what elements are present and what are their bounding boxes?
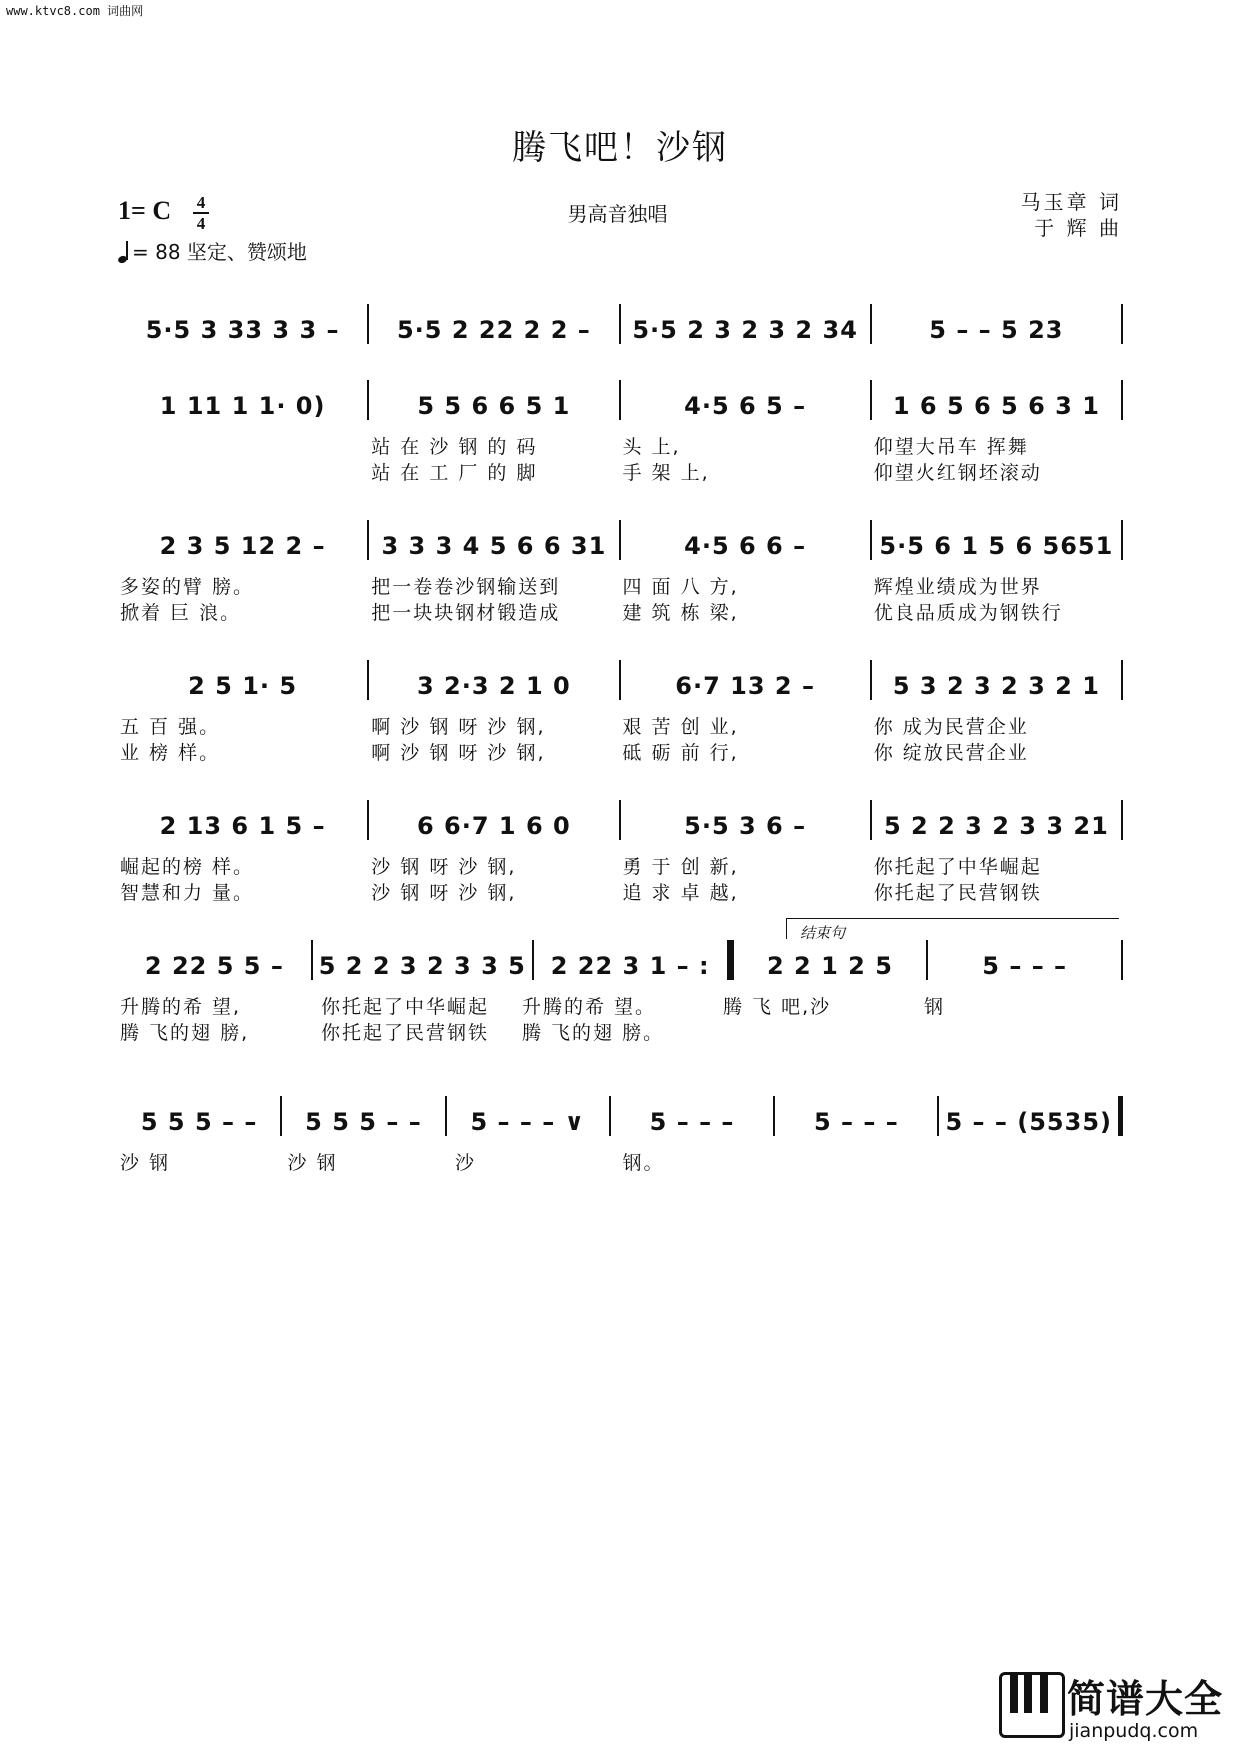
measure-notes: 1 11 1 1· 0) [159,392,326,420]
measure [609,1096,773,1136]
measure [870,660,1123,700]
measure-notes: 1 6 5 6 5 6 3 1 [892,392,1100,420]
measure-notes: 5 5 6 6 5 1 [417,392,571,420]
lyric-segment: 钢。 [622,1152,665,1174]
notation-line [118,516,1123,560]
lyric-segment: 你 成为民营企业 [873,716,1029,738]
coda-label: 结束句 [800,924,846,942]
measure [619,380,870,420]
lyric-segment: 砥 砺 前 行, [622,742,739,764]
measure-notes: 2 13 6 1 5 – [159,812,326,840]
lyric-line-1 [118,432,1123,459]
measure-notes: 5 2 2 3 2 3 3 21 [883,812,1109,840]
lyric-segment: 手 架 上, [622,462,710,484]
measure-notes: 2 5 1· 5 [188,672,298,700]
measure [619,800,870,840]
lyric-segment [118,432,369,459]
measure [311,940,532,980]
lyric-segment: 建 筑 栋 梁, [622,602,739,624]
key-signature: 1= C [118,196,172,225]
lyric-line-2 [118,458,1123,485]
voice-type: 男高音独唱 [567,202,668,226]
notation-line [118,656,1123,700]
measure-notes: 5·5 2 3 2 3 2 34 [632,316,858,344]
measure [118,1096,280,1136]
composer-credit: 于 辉 曲 [1034,216,1122,240]
lyric-segment: 业 榜 样。 [120,742,221,764]
measure [532,940,732,980]
lyric-segment: 智慧和力 量。 [120,882,255,904]
measure [367,660,618,700]
lyric-line-1 [118,852,1123,879]
measure-notes: 2 22 3 1 – : [550,952,710,980]
tempo-text: = 88 坚定、赞颂地 [132,240,307,264]
measure [367,304,618,344]
lyric-line-1 [118,712,1123,739]
lyric-segment: 你托起了中华崛起 [321,996,490,1018]
measure-notes: 5 – – – [649,1108,735,1136]
lyric-line-2 [118,598,1123,625]
lyric-segment: 你托起了民营钢铁 [321,1022,490,1044]
measure [870,380,1123,420]
logo-url: jianpudq.com [1069,1720,1199,1742]
measure-notes: 3 3 3 4 5 6 6 31 [381,532,607,560]
lyric-segment: 四 面 八 方, [622,576,739,598]
lyric-segment: 腾 飞的翅 膀, [120,1022,250,1044]
notation-line [118,936,1123,980]
measure-notes: 5 5 5 – – [140,1108,258,1136]
lyric-segment: 把一卷卷沙钢输送到 [371,576,561,598]
measure [870,520,1123,560]
lyric-segment: 啊 沙 钢 呀 沙 钢, [371,716,546,738]
lyric-segment: 沙 钢 呀 沙 钢, [371,856,517,878]
measure-notes: 5 – – 5 23 [929,316,1064,344]
measure [118,304,367,344]
measure [118,660,367,700]
notation-line [118,376,1123,420]
measure-notes: 5 – – (5535) [945,1108,1112,1136]
lyric-segment [922,1018,1123,1045]
measure [937,1096,1123,1136]
lyric-segment: 掀着 巨 浪。 [120,602,242,624]
lyric-segment: 站 在 沙 钢 的 码 [371,436,538,458]
lyric-segment: 五 百 强。 [120,716,221,738]
measure [118,800,367,840]
site-logo [999,1668,1224,1746]
measure [280,1096,444,1136]
lyric-segment: 沙 [455,1152,477,1174]
measure [367,520,618,560]
measure-notes: 6 6·7 1 6 0 [417,812,571,840]
measure [870,800,1123,840]
notation-line [118,1092,1123,1136]
time-numerator: 4 [196,193,206,212]
measure-notes: 5 – – – ∨ [470,1108,586,1136]
lyric-segment: 崛起的榜 样。 [120,856,255,878]
notation-line [118,796,1123,840]
lyric-line-2 [118,878,1123,905]
measure-notes: 4·5 6 5 – [684,392,807,420]
lyric-segment: 优良品质成为钢铁行 [873,602,1063,624]
time-denominator: 4 [196,214,206,233]
lyric-segment: 沙 钢 呀 沙 钢, [371,882,517,904]
lyric-segment: 追 求 卓 越, [622,882,739,904]
lyric-segment: 腾 飞 吧,沙 [723,996,832,1018]
measure-notes: 5·5 6 1 5 6 5651 [879,532,1114,560]
measure [118,380,367,420]
lyric-segment: 仰望大吊车 挥舞 [873,436,1029,458]
measure-notes: 2 22 5 5 – [144,952,284,980]
lyric-segment: 把一块块钢材锻造成 [371,602,561,624]
lyric-segment: 钢 [924,996,946,1018]
notation-line [118,300,1123,344]
lyric-segment: 头 上, [622,436,681,458]
measure [367,380,618,420]
lyric-segment [118,458,369,485]
lyric-segment: 多姿的臂 膀。 [120,576,255,598]
measure [773,1096,937,1136]
measure-notes: 3 2·3 2 1 0 [417,672,571,700]
measure-notes: 5·5 2 22 2 2 – [396,316,591,344]
lyric-segment: 你托起了民营钢铁 [873,882,1042,904]
measure [619,304,870,344]
measure-notes: 2 3 5 12 2 – [159,532,326,560]
measure [118,520,367,560]
measure [926,940,1123,980]
lyric-line-2 [118,738,1123,765]
lyric-segment: 沙 钢 [287,1152,338,1174]
quarter-note-icon [118,241,128,263]
measure-notes: 6·7 13 2 – [675,672,815,700]
lyric-segment: 升腾的希 望。 [522,996,657,1018]
lyric-segment: 沙 钢 [120,1152,171,1174]
measure-notes: 4·5 6 6 – [684,532,807,560]
measure-notes: 5 5 5 – – [305,1108,422,1136]
measure [870,304,1123,344]
lyric-segment: 艰 苦 创 业, [622,716,739,738]
measure [619,520,870,560]
lyric-segment [788,1148,956,1175]
lyricist-credit: 马玉章 词 [1020,190,1122,214]
site-watermark: www.ktvc8.com 词曲网 [6,4,144,18]
lyric-line-1 [118,1148,1123,1175]
lyric-line-2 [118,1018,1123,1045]
measure [619,660,870,700]
lyric-segment: 你 绽放民营企业 [873,742,1029,764]
lyric-segment: 仰望火红钢坯滚动 [873,462,1042,484]
measure-notes: 5 3 2 3 2 3 2 1 [892,672,1100,700]
measure-notes: 5·5 3 33 3 3 – [145,316,340,344]
lyric-segment [721,1018,922,1045]
lyric-segment: 站 在 工 厂 的 脚 [371,462,538,484]
lyric-segment: 升腾的希 望, [120,996,242,1018]
measure [367,800,618,840]
lyric-line-1 [118,572,1123,599]
measure-notes: 5 – – – [982,952,1068,980]
lyric-segment [956,1148,1124,1175]
measure-notes: 5 – – – [813,1108,899,1136]
lyric-line-1 [118,992,1123,1019]
measure-notes: 5·5 3 6 – [684,812,807,840]
lyric-segment: 腾 飞的翅 膀。 [522,1022,665,1044]
measure [118,940,311,980]
measure-notes: 2 2 1 2 5 [766,952,893,980]
tempo-marking [118,236,307,265]
lyric-segment: 辉煌业绩成为世界 [873,576,1042,598]
measure-notes: 5 2 2 3 2 3 3 5 [318,952,526,980]
lyric-segment: 你托起了中华崛起 [873,856,1042,878]
lyric-segment: 勇 于 创 新, [622,856,739,878]
lyric-segment: 啊 沙 钢 呀 沙 钢, [371,742,546,764]
measure [732,940,927,980]
song-title: 腾飞吧！沙钢 [512,128,728,168]
piano-keys-icon [999,1672,1065,1738]
logo-brand: 简谱大全 [1067,1677,1224,1721]
measure [445,1096,609,1136]
